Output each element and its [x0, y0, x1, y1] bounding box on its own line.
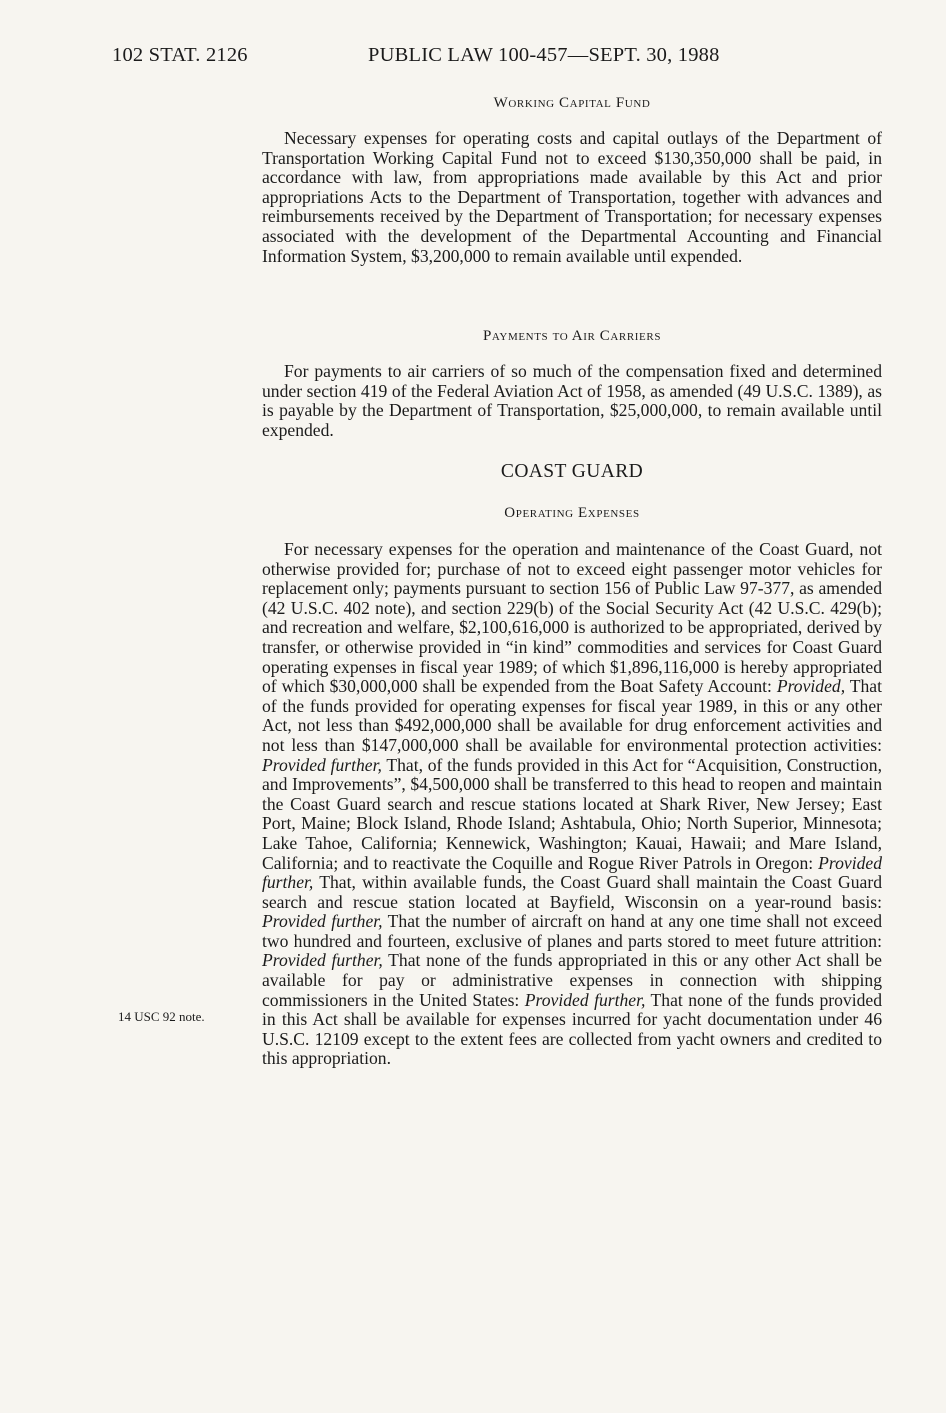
operating-expenses-text-4: That, within available funds, the Coast Guard shall maintain the Coast Guard search and rescue station located at Bayfield, Wisconsin on a year-round basis: [262, 872, 882, 912]
page-citation: 102 STAT. 2126 [112, 44, 248, 66]
operating-expenses-paragraph [262, 540, 882, 1069]
proviso-4: Provided further, [262, 911, 383, 932]
proviso-3: Provided further, [262, 852, 882, 893]
operating-expenses-text-5: That the number of aircraft on hand at any one time shall not exceed two hundred and fourteen, exclusive of planes and parts stored to meet future attrition: [262, 911, 883, 951]
operating-expenses-text-7: That none of the funds provided in this Act shall be available for expenses incurred for yacht documentation under 46 U.S.C. 12109 except to the extent fees are collected from yacht owners and credited to this appropriation. [262, 989, 882, 1069]
payments-to-air-carriers-paragraph: For payments to air carriers of so much of the compensation fixed and determined under section 419 of the Federal Aviation Act of 1958, as amended (49 U.S.C. 1389), as is payable by the Department of Transportation, $25,000,000, to remain available until expended. [262, 361, 882, 440]
operating-expenses-text-6: That none of the funds appropriated in this or any other Act shall be available for pay or administrative expenses in connection with shipping commissioners in the United States: [262, 950, 882, 1010]
proviso-2: Provided further, [262, 754, 382, 775]
coast-guard-title: COAST GUARD [500, 461, 644, 482]
working-capital-fund-paragraph: Necessary expenses for operating costs and capital outlays of the Department of Transportation Working Capital Fund not to exceed $130,350,000 shall be paid, in accordance with law, from appropriations made available by this Act and prior appropriations Acts to the Department of Transportation, together with advances and reimbursements received by the Department of Transportation; for necessary expenses associated with the development of the Departmental Accounting and Financial Information System, $3,200,000 to remain available until expended. [262, 128, 882, 266]
operating-expenses-heading: Operating Expenses [504, 505, 640, 521]
operating-expenses-text-3: That, of the funds provided in this Act for “Acquisition, Construction, and Improvements”, $4,500,000 shall be transferred to this head to reopen and maintain the Coast Guard search and rescue stations located at Shark River, New Jersey; East Port, Maine; Block Island, Rhode Island; Ashtabula, Ohio; North Superior, Minnesota; Lake Tahoe, California; Kennewick, Washington; Kauai, Hawaii; and Mare Island, California; and to reactivate the Coquille and Rogue River Patrols in Oregon: [262, 754, 882, 873]
proviso-5: Provided further, [262, 950, 383, 971]
proviso-1: Provided, [776, 676, 846, 697]
working-capital-fund-heading: Working Capital Fund [493, 95, 651, 111]
operating-expenses-text-1: For necessary expenses for the operation and maintenance of the Coast Guard, not otherwise provided for; purchase of not to exceed eight passenger motor vehicles for replacement only; payments pursuant to section 156 of Public Law 97-377, as amended (42 U.S.C. 402 note), and section 229(b) of the Social Security Act (42 U.S.C. 429(b); and recreation and welfare, $2,100,616,000 is authorized to be appropriated, derived by transfer, or otherwise provided in “in kind” commodities and services for Coast Guard operating expenses in fiscal year 1989; of which $1,896,116,000 is hereby appropriated of which $30,000,000 shall be expended from the Boat Safety Account: [262, 539, 882, 697]
proviso-6: Provided further, [524, 989, 646, 1010]
margin-note: 14 USC 92 note. [118, 1009, 205, 1024]
payments-to-air-carriers-heading: Payments to Air Carriers [482, 328, 662, 344]
law-title: PUBLIC LAW 100-457—SEPT. 30, 1988 [368, 44, 720, 66]
operating-expenses-text-2: That of the funds provided for operating expenses for fiscal year 1989, in this or any other Act, not less than $492,000,000 shall be available for drug enforcement activities and not less than $147,000,000 shall be available for environmental protection activities: [262, 676, 882, 755]
